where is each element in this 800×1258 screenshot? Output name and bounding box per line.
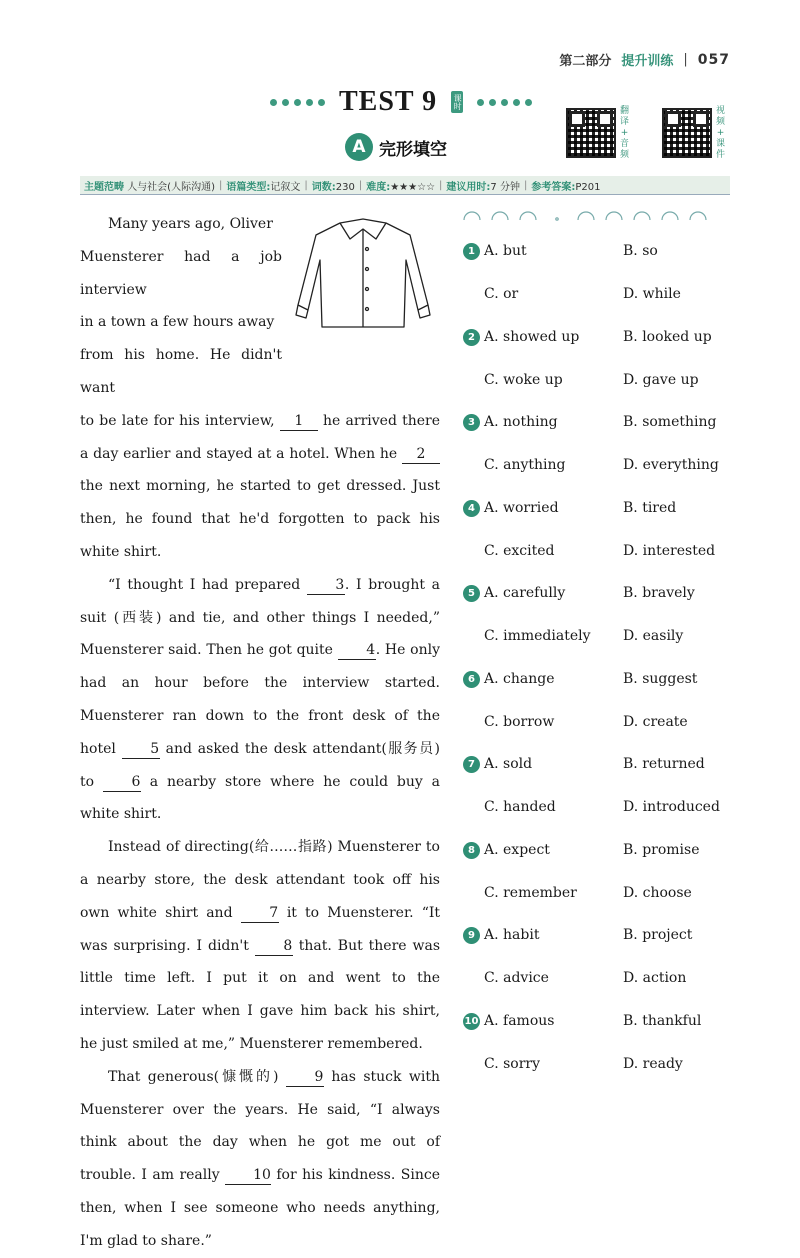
option-a[interactable]: A. habit bbox=[484, 927, 540, 943]
option-b[interactable]: B. so bbox=[623, 243, 658, 259]
question-number: 6 bbox=[463, 671, 480, 688]
option-c[interactable]: C. anything bbox=[484, 457, 566, 473]
blank-6[interactable]: 6 bbox=[103, 773, 141, 792]
option-c[interactable]: C. excited bbox=[484, 542, 555, 559]
question-4 bbox=[463, 493, 743, 579]
question-1 bbox=[463, 236, 743, 322]
option-a[interactable]: A. but bbox=[484, 243, 527, 259]
question-5 bbox=[463, 578, 743, 664]
question-2 bbox=[463, 322, 743, 408]
title-tag: 课时 bbox=[451, 91, 463, 113]
option-d[interactable]: D. easily bbox=[623, 628, 684, 644]
option-a[interactable]: A. sold bbox=[484, 756, 533, 772]
info-bar: 主题范畴 人与社会(人际沟通) | 语篇类型:记叙文 | 词数:230 | 难度:★★★☆☆ | 建议用时:7 分钟 | 参考答案:P201 bbox=[80, 176, 730, 195]
blank-8[interactable]: 8 bbox=[255, 937, 293, 956]
option-d[interactable]: D. interested bbox=[623, 542, 716, 559]
question-number: 8 bbox=[463, 842, 480, 859]
blank-3[interactable]: 3 bbox=[307, 576, 345, 595]
blank-10[interactable]: 10 bbox=[225, 1166, 271, 1185]
info-text-type: 语篇类型:记叙文 bbox=[226, 181, 301, 193]
passage-line: in a town a few hours away bbox=[80, 314, 275, 331]
question-number: 1 bbox=[463, 243, 480, 260]
right-dots-decoration bbox=[477, 99, 532, 106]
blank-9[interactable]: 9 bbox=[286, 1068, 324, 1087]
section-subtitle bbox=[345, 133, 447, 161]
option-d[interactable]: D. introduced bbox=[623, 799, 720, 815]
option-c[interactable]: C. sorry bbox=[484, 1055, 541, 1072]
option-b[interactable]: B. thankful bbox=[623, 1012, 702, 1029]
qr-code-video[interactable] bbox=[662, 108, 712, 158]
option-d[interactable]: D. gave up bbox=[623, 371, 699, 388]
question-7 bbox=[463, 749, 743, 835]
option-a[interactable]: A. showed up bbox=[484, 328, 580, 345]
section-subtitle-text: 完形填空 bbox=[379, 139, 447, 160]
option-b[interactable]: B. suggest bbox=[623, 670, 698, 687]
question-number: 7 bbox=[463, 756, 480, 773]
header-divider: | bbox=[683, 52, 688, 67]
options-list bbox=[463, 236, 743, 1091]
question-6 bbox=[463, 664, 743, 750]
section-badge: A bbox=[345, 133, 373, 161]
question-number: 5 bbox=[463, 585, 480, 602]
option-c[interactable]: C. handed bbox=[484, 799, 556, 815]
test-title-row bbox=[270, 86, 532, 118]
page-header bbox=[559, 50, 730, 69]
passage-line: from his home. He didn't want bbox=[80, 347, 282, 396]
arc-decoration bbox=[462, 208, 722, 222]
page-number: 057 bbox=[697, 51, 730, 68]
blank-7[interactable]: 7 bbox=[241, 904, 279, 923]
option-a[interactable]: A. famous bbox=[484, 1012, 555, 1029]
option-d[interactable]: D. while bbox=[623, 286, 681, 302]
passage bbox=[80, 208, 440, 1258]
paragraph-4: That generous(慷慨的) 9 has stuck with Muensterer over the years. He said, “I always think about the day when he got me out of trouble. I am really 10 for his kindness. Since then, when I see someone who needs anything, I'm glad to share.” bbox=[80, 1068, 441, 1249]
info-suggested-time: 建议用时:7 分钟 bbox=[446, 181, 520, 193]
question-number: 2 bbox=[463, 329, 480, 346]
blank-4[interactable]: 4 bbox=[338, 641, 376, 660]
option-b[interactable]: B. promise bbox=[623, 841, 700, 858]
option-d[interactable]: D. ready bbox=[623, 1055, 683, 1072]
blank-5[interactable]: 5 bbox=[122, 740, 160, 759]
paragraph-1-rest: to be late for his interview, 1 he arrived there a day earlier and stayed at a hotel. When he 2 the next morning, he started to get dressed. Just then, he found that he'd forgotten to pack his white shirt. bbox=[80, 412, 441, 560]
option-d[interactable]: D. create bbox=[623, 713, 688, 730]
option-b[interactable]: B. tired bbox=[623, 499, 677, 516]
option-c[interactable]: C. advice bbox=[484, 970, 549, 986]
option-c[interactable]: C. remember bbox=[484, 884, 577, 901]
paragraph-2: “I thought I had prepared 3. I brought a suit (西装) and tie, and other things I needed,” Muensterer said. Then he got quite 4. He only had an hour before the interview started. Muensterer ran down to the front desk of the hotel 5 and asked the desk attendant(服务员) to 6 a nearby store where he could buy a white shirt. bbox=[80, 576, 441, 823]
option-a[interactable]: A. expect bbox=[484, 841, 550, 858]
question-number: 4 bbox=[463, 500, 480, 517]
test-title: TEST 9 bbox=[339, 86, 438, 117]
option-b[interactable]: B. project bbox=[623, 927, 693, 943]
option-b[interactable]: B. looked up bbox=[623, 328, 712, 345]
option-c[interactable]: C. immediately bbox=[484, 628, 591, 644]
paragraph-3: Instead of directing(给……指路) Muensterer to a nearby store, the desk attendant took off his own white shirt and 7 it to Muensterer. “It was surprising. I didn't 8 that. But there was little time left. I put it on and went to the interview. Later when I gave him back his shirt, he just smiled at me,” Muensterer remembered. bbox=[80, 839, 441, 1052]
question-number: 9 bbox=[463, 927, 480, 944]
passage-line: Muensterer had a job interview bbox=[80, 248, 282, 298]
question-8 bbox=[463, 835, 743, 921]
question-3 bbox=[463, 407, 743, 493]
option-a[interactable]: A. carefully bbox=[484, 585, 566, 601]
part-label: 提升训练 bbox=[621, 54, 674, 69]
info-topic: 主题范畴 人与社会(人际沟通) bbox=[84, 181, 215, 193]
option-b[interactable]: B. returned bbox=[623, 756, 705, 772]
section-label: 第二部分 bbox=[559, 54, 612, 69]
option-d[interactable]: D. action bbox=[623, 970, 687, 986]
qr-code-translation[interactable] bbox=[566, 108, 616, 158]
blank-2[interactable]: 2 bbox=[402, 445, 440, 464]
option-a[interactable]: A. nothing bbox=[484, 414, 558, 430]
question-10 bbox=[463, 1006, 743, 1092]
question-number: 3 bbox=[463, 414, 480, 431]
info-difficulty: 难度:★★★☆☆ bbox=[366, 181, 436, 193]
left-dots-decoration bbox=[270, 99, 325, 106]
qr-label-translation: 翻 译 + 音 频 bbox=[619, 106, 629, 160]
option-c[interactable]: C. borrow bbox=[484, 713, 555, 730]
passage-line: Many years ago, Oliver bbox=[108, 216, 273, 232]
info-word-count: 词数:230 bbox=[311, 181, 355, 193]
blank-1[interactable]: 1 bbox=[280, 412, 318, 431]
option-c[interactable]: C. woke up bbox=[484, 371, 563, 388]
option-c[interactable]: C. or bbox=[484, 286, 519, 302]
option-d[interactable]: D. everything bbox=[623, 457, 719, 473]
option-b[interactable]: B. bravely bbox=[623, 585, 695, 601]
info-answer-ref: 参考答案:P201 bbox=[531, 181, 601, 193]
option-a[interactable]: A. change bbox=[484, 670, 555, 687]
question-9 bbox=[463, 920, 743, 1006]
question-number: 10 bbox=[463, 1013, 480, 1030]
qr-label-video: 视 频 + 课 件 bbox=[715, 106, 725, 160]
option-d[interactable]: D. choose bbox=[623, 884, 692, 901]
option-a[interactable]: A. worried bbox=[484, 499, 559, 516]
option-b[interactable]: B. something bbox=[623, 414, 717, 430]
